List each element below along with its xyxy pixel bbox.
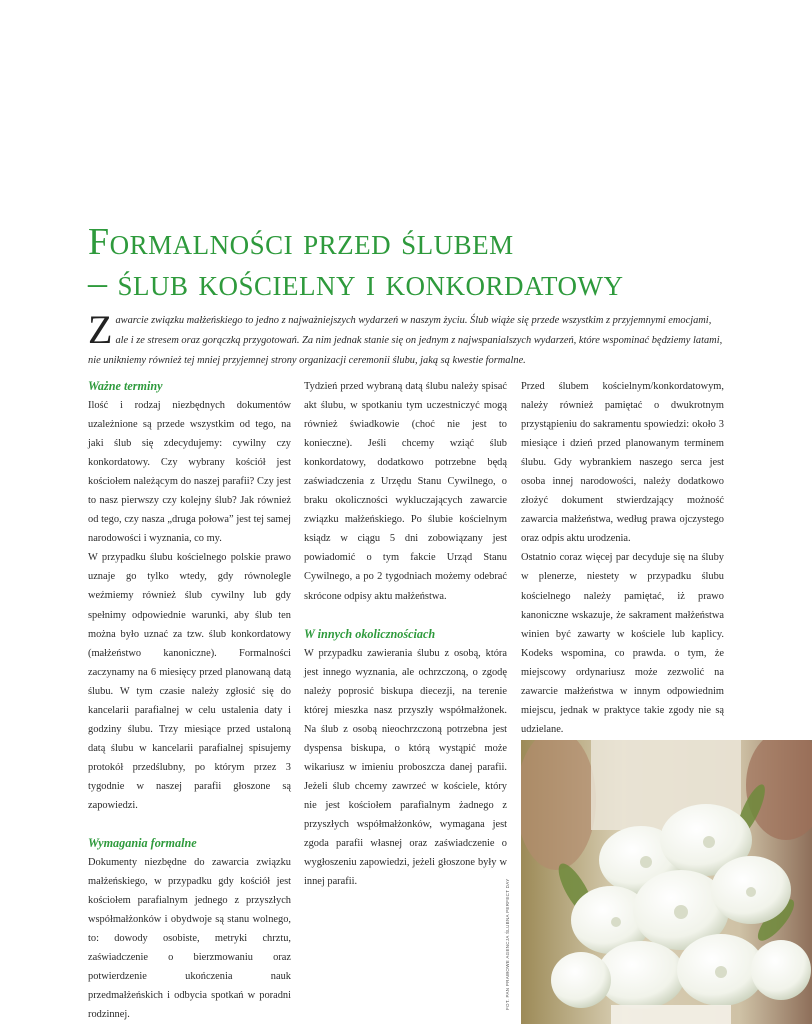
paragraph: Ostatnio coraz więcej par decyduje się na śluby w plenerze, niestety w przypadku ślubu kościelnego należy pamiętać, iż prawo kanoniczne wskazuje, że sakrament małżeństwa winien być zawarty w kościele lub kaplicy. Kodeks wspomina, co prawda. o tym, że miejscowy ordynariusz może zezwolić na zawarcie małżeństwa w innym odpowiednim miejscu, jednak w praktyce takie zgody nie są udzielane.	[521, 552, 724, 735]
column-2	[304, 377, 507, 891]
lead-paragraph	[88, 307, 724, 371]
section-heading-formal-requirements: Wymagania formalne	[88, 836, 197, 851]
title-line-2: – ślub kościelny i konkordatowy	[88, 262, 624, 304]
bouquet-photo	[521, 740, 812, 1024]
drop-cap: Z	[88, 307, 113, 352]
paragraph: Ilość i rodzaj niezbędnych dokumentów uzależnione są przede wszystkim od tego, na jaki ślub się zdecydujemy: cywilny czy konkordatowy. Czy wybrany kościół jest kościołem należącym do naszej parafii? Czy jest to nasz pierwszy czy kolejny ślub? Jak również od tego, czy nasza „druga połowa” jest tej samej narodowości i wyznania, co my.	[88, 400, 291, 545]
column-1	[88, 377, 291, 1024]
paragraph: W przypadku ślubu kościelnego polskie prawo uznaje go tylko wtedy, gdy równolegle weźmiemy również ślub cywilny lub gdy spełnimy odpowiednie warunki, aby ślub ten można było uznać za tzw. ślub konkordatowy (małżeństwo kanoniczne). Formalności zaczynamy na 6 miesięcy przed planowaną datą ślubu. W tym czasie należy zgłosić się do kancelarii parafialnej w celu ustalenia daty i godziny ślubu. Trzy miesiące przed ustaloną datą ślubu w kancelarii parafialnej spisujemy protokół przedślubny, po którym przez 3 tygodnie w naszej parafii głoszone są zapowiedzi.	[88, 552, 291, 811]
paragraph: Dokumenty niezbędne do zawarcia związku małżeńskiego, w przypadku gdy kościół jest kościołem parafialnym jednego z przyszłych współmałżonków i obydwoje są stanu wolnego, to: dowody osobiste, metryki chrztu, zaświadczenie o bierzmowaniu oraz potwierdzenie ukończenia nauk przedmałżeńskich i odbycia spotkań w poradni rodzinnej.	[88, 857, 291, 1021]
section-heading-other-circumstances: W innych okolicznościach	[304, 626, 436, 641]
lead-text: awarcie związku małżeńskiego to jedno z najważniejszych wydarzeń w naszym życiu. Ślub wiąże się przede wszystkim z przyjemnymi emocjami, ale i ze stresem oraz gorączką przygotowań. Za nim jednak stanie się on jednym z najwspanialszych wydarzeń, które wspominać będziemy latami, nie unikniemy również tej mniej przyjemnej strony organizacji ceremonii ślubu, jaką są kwestie formalne.	[88, 315, 723, 366]
title-line-1: Formalności przed ślubem	[88, 221, 514, 263]
section-heading-important-dates: Ważne terminy	[88, 379, 163, 393]
photo-credit: FOT. PAN PRAWOWE AGENCJA ŚLUBNA PERFECT DAY	[505, 878, 510, 1010]
paragraph: Przed ślubem kościelnym/konkordatowym, należy również pamiętać o dwukrotnym przystąpieniu do sakramentu spowiedzi: około 3 miesiące i dzień przed planowanym terminem ślubu. Gdy wybrankiem naszego serca jest osoba innej narodowości, należy dodatkowo złożyć dokument stwierdzający możność zawarcia małżeństwa, według prawa ojczystego oraz odpis aktu urodzenia.	[521, 381, 724, 545]
paragraph: Tydzień przed wybraną datą ślubu należy spisać akt ślubu, w spotkaniu tym uczestniczyć mogą również świadkowie (choć nie jest to konieczne). Jeśli chcemy wziąć ślub konkordatowy, dodatkowo potrzebne będą zaświadczenia z Urzędu Stanu Cywilnego, o braku okoliczności wykluczających zawarcie związku małżeńskiego. Po ślubie kościelnym ksiądz w ciągu 5 dni zobowiązany jest powiadomić o tym fakcie Urząd Stanu Cywilnego, a po 2 tygodniach możemy odebrać skrócone odpisy aktu małżeństwa.	[304, 381, 507, 602]
page-title	[88, 222, 788, 304]
paragraph: W przypadku zawierania ślubu z osobą, która jest innego wyznania, ale ochrzczoną, o zgodę należy poprosić biskupa diecezji, na terenie której mieszka nasz przyszły współmałżonek. Na ślub z osobą nieochrzczoną potrzebna jest dyspensa biskupa, o którą wystąpić może wikariusz w imieniu proboszcza danej parafii. Jeżeli ślub chcemy zawrzeć w kościele, który nie jest kościołem parafialnym żadnego z przyszłych współmałżonków, wymagana jest zgoda parafii własnej oraz zaświadczenie o wygłoszeniu zapowiedzi, jeżeli głoszone były w innej parafii.	[304, 647, 507, 888]
